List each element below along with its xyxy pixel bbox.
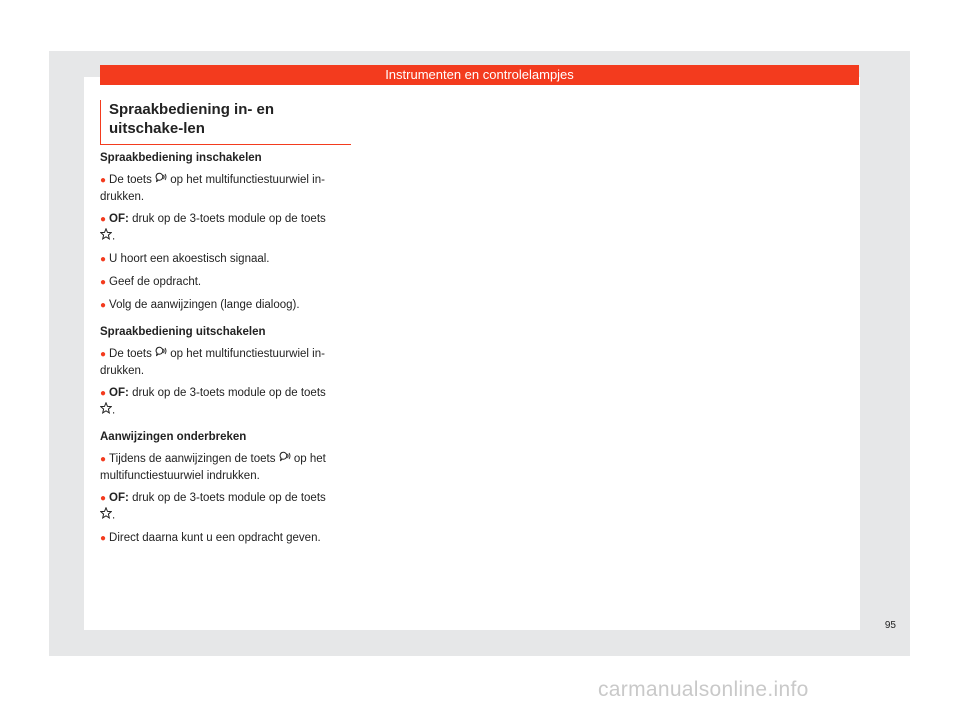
bullet-icon: ● [100, 277, 107, 289]
chapter-header: Instrumenten en controlelampjes [100, 65, 859, 85]
voice-control-icon [155, 172, 167, 188]
group-onderbreken [100, 429, 346, 547]
list-item: ● OF: druk op de 3-toets module op de toets . [100, 211, 346, 245]
bullet-icon: ● [100, 454, 107, 466]
list-item: ● De toets op het multifunctiestuurwiel in-drukken. [100, 172, 346, 205]
subhead: Spraakbediening uitschakelen [100, 326, 266, 339]
bullet-icon: ● [100, 349, 107, 361]
list-item: ● Tijdens de aanwijzingen de toets op het multifunctiestuurwiel indrukken. [100, 451, 346, 484]
list-item: ● OF: druk op de 3-toets module op de toets . [100, 385, 346, 419]
watermark: carmanualsonline.info [598, 678, 809, 701]
group-uitschakelen [100, 324, 346, 419]
list-item: ● Volg de aanwijzingen (lange dialoog). [100, 299, 300, 312]
list-item: ● Geef de opdracht. [100, 276, 202, 289]
bullet-icon: ● [100, 388, 107, 400]
star-icon [100, 228, 112, 245]
page-number: 95 [884, 620, 896, 631]
list-item: ● OF: druk op de 3-toets module op de toets . [100, 490, 346, 524]
list-item: ● De toets op het multifunctiestuurwiel in-drukken. [100, 346, 346, 379]
list-item: ● Direct daarna kunt u een opdracht geven. [100, 532, 321, 545]
group-inschakelen [100, 150, 346, 314]
voice-control-icon [279, 451, 291, 467]
bullet-icon: ● [100, 533, 107, 545]
star-icon [100, 507, 112, 524]
content [100, 150, 346, 547]
section-title: Spraakbediening in- en uitschake-len [100, 100, 351, 145]
bullet-icon: ● [100, 175, 107, 187]
subhead: Aanwijzingen onderbreken [100, 431, 247, 444]
bullet-icon: ● [100, 493, 107, 505]
bullet-icon: ● [100, 300, 107, 312]
list-item: ● U hoort een akoestisch signaal. [100, 253, 270, 266]
voice-control-icon [155, 346, 167, 362]
bullet-icon: ● [100, 254, 107, 266]
bullet-icon: ● [100, 214, 107, 226]
subhead: Spraakbediening inschakelen [100, 152, 262, 164]
star-icon [100, 402, 112, 419]
